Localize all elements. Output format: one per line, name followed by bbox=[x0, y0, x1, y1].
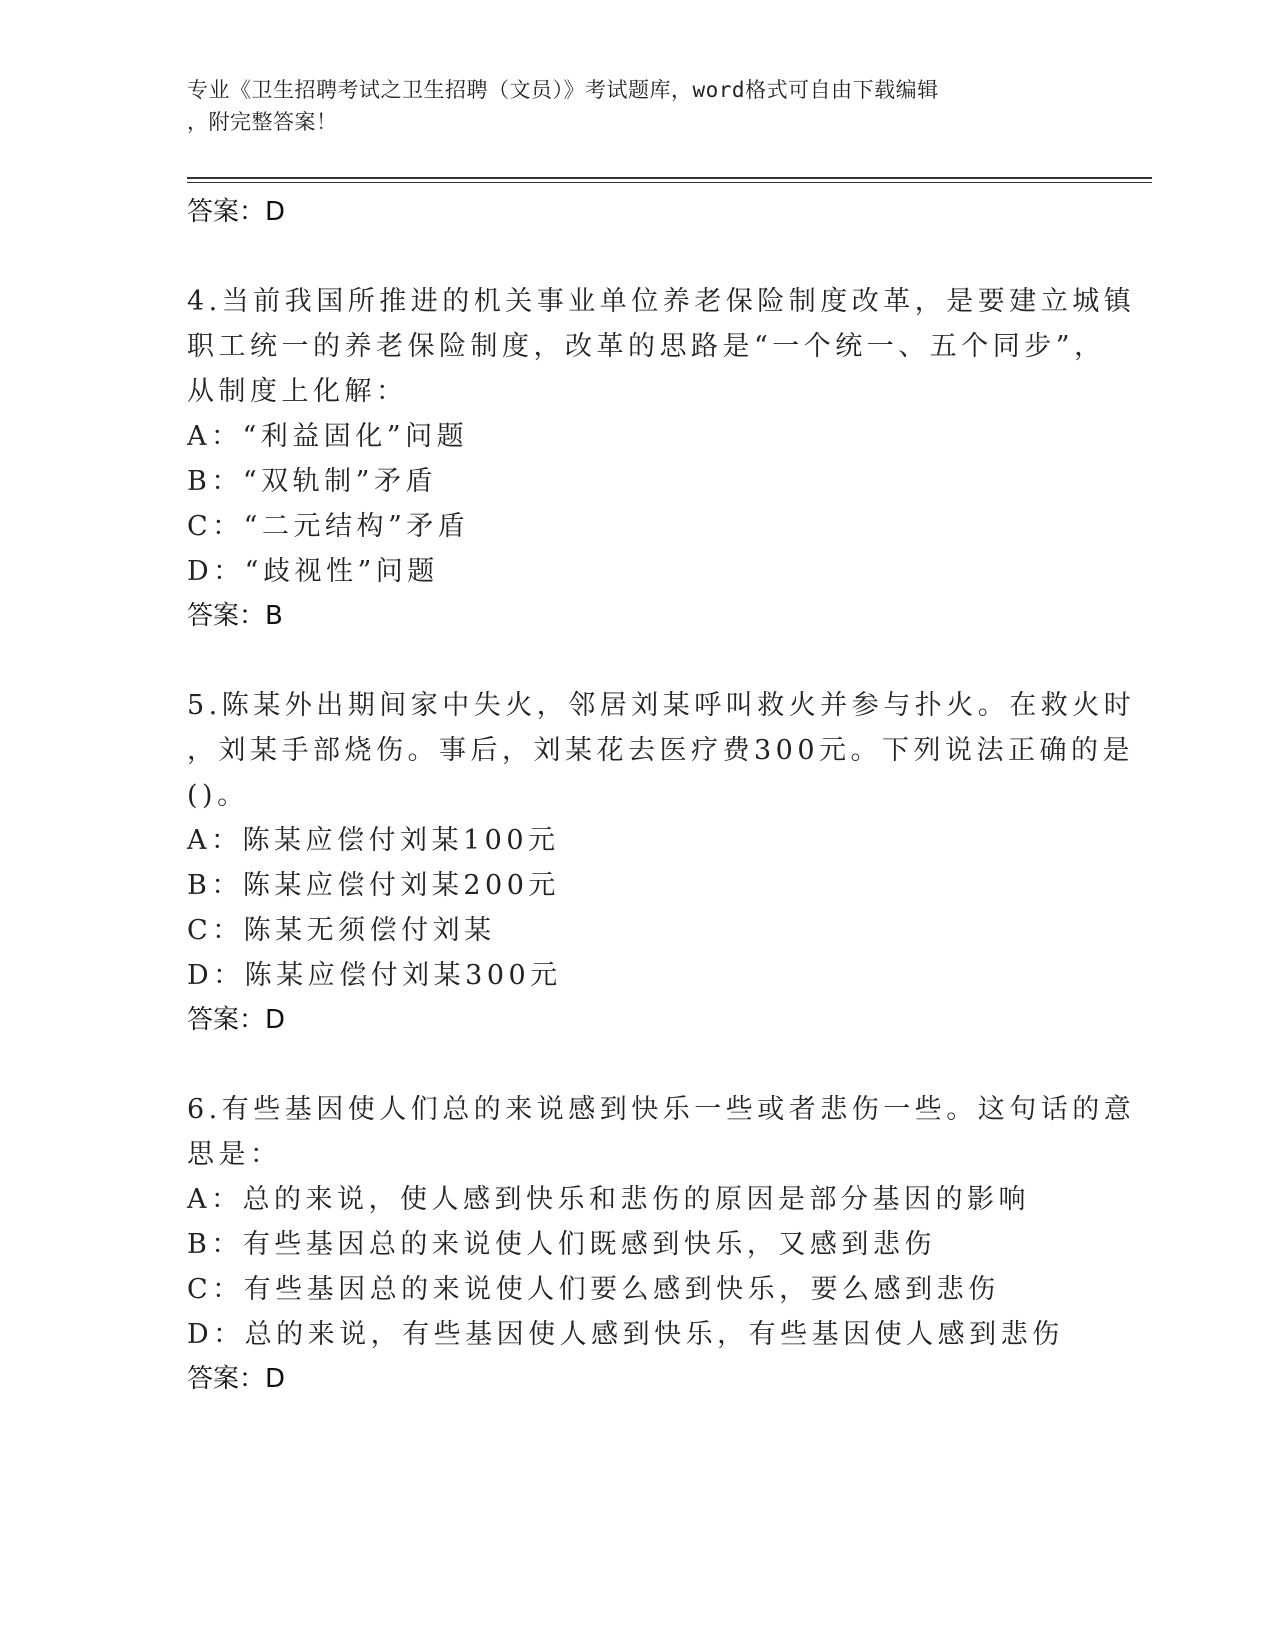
question-6 bbox=[187, 1087, 1136, 1177]
question-text-line: ，刘某手部烧伤。事后，刘某花去医疗费300元。下列说法正确的是 bbox=[187, 735, 1135, 766]
answer-line: 答案：D bbox=[187, 1364, 286, 1394]
option-b: B：陈某应偿付刘某200元 bbox=[187, 870, 560, 901]
option-d: D：“歧视性”问题 bbox=[187, 556, 439, 587]
option-b: B：“双轨制”矛盾 bbox=[187, 466, 437, 497]
question-text-line: 6.有些基因使人们总的来说感到快乐一些或者悲伤一些。这句话的意 bbox=[187, 1094, 1136, 1125]
question-5 bbox=[187, 683, 1136, 818]
question-4 bbox=[187, 279, 1136, 414]
header-divider bbox=[187, 177, 1152, 179]
option-c: C：“二元结构”矛盾 bbox=[187, 511, 470, 542]
header-line-1: 专业《卫生招聘考试之卫生招聘（文员）》考试题库，word格式可自由下载编辑 bbox=[187, 78, 939, 102]
question-text-line: 5.陈某外出期间家中失火，邻居刘某呼叫救火并参与扑火。在救火时 bbox=[187, 690, 1136, 721]
question-text-line: ()。 bbox=[187, 780, 249, 811]
page-header bbox=[187, 74, 1067, 138]
option-a: A：总的来说，使人感到快乐和悲伤的原因是部分基因的影响 bbox=[187, 1184, 1030, 1215]
header-line-2: ，附完整答案！ bbox=[187, 110, 338, 134]
option-d: D：陈某应偿付刘某300元 bbox=[187, 960, 562, 991]
question-text-line: 从制度上化解： bbox=[187, 376, 408, 407]
option-d: D：总的来说，有些基因使人感到快乐，有些基因使人感到悲伤 bbox=[187, 1319, 1064, 1350]
option-b: B：有些基因总的来说使人们既感到快乐，又感到悲伤 bbox=[187, 1229, 936, 1260]
header-divider-thin bbox=[187, 182, 1152, 183]
answer-line: 答案：B bbox=[187, 601, 283, 631]
question-text-line: 思是： bbox=[187, 1139, 282, 1170]
option-a: A：陈某应偿付刘某100元 bbox=[187, 825, 560, 856]
question-list bbox=[187, 190, 1136, 1401]
option-c: C：陈某无须偿付刘某 bbox=[187, 915, 496, 946]
previous-answer: 答案：D bbox=[187, 197, 286, 227]
option-c: C：有些基因总的来说使人们要么感到快乐，要么感到悲伤 bbox=[187, 1274, 1000, 1305]
answer-line: 答案：D bbox=[187, 1005, 286, 1035]
option-a: A：“利益固化”问题 bbox=[187, 421, 469, 452]
question-text-line: 4.当前我国所推进的机关事业单位养老保险制度改革，是要建立城镇 bbox=[187, 286, 1136, 317]
question-text-line: 职工统一的养老保险制度，改革的思路是“一个统一、五个同步”， bbox=[187, 331, 1106, 362]
